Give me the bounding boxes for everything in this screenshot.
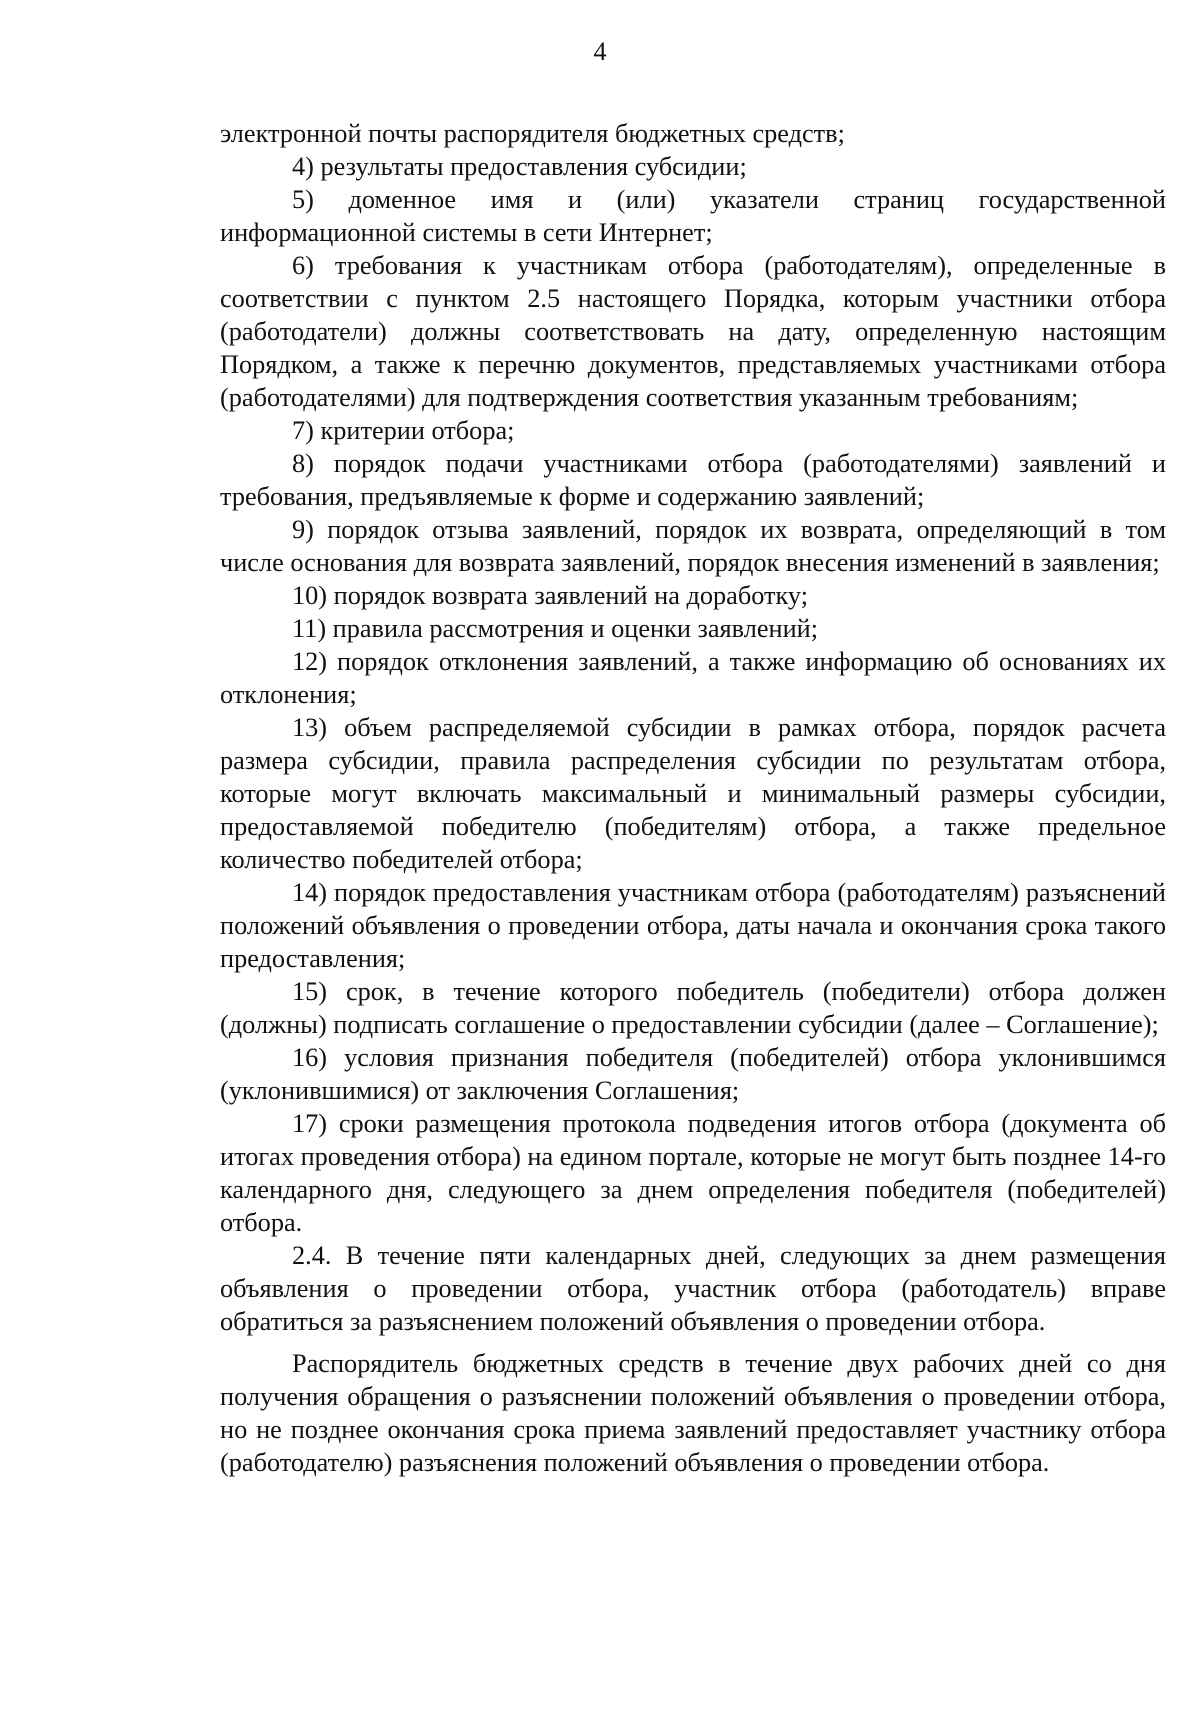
document-body [220,117,1166,1479]
paragraph-item-6: 6) требования к участникам отбора (работодателям), определенные в соответствии с пунктом 2.5 настоящего Порядка, которым участники отбора (работодатели) должны соответствовать на дату, определенную настоящим Порядком, а также к перечню документов, представляемых участниками отбора (работодателями) для подтверждения соответствия указанным требованиям; [220,251,1166,412]
paragraph-item-8: 8) порядок подачи участниками отбора (работодателями) заявлений и требования, предъявляемые к форме и содержанию заявлений; [220,449,1166,511]
paragraph-item-11: 11) правила рассмотрения и оценки заявлений; [292,614,819,643]
paragraph-continuation: электронной почты распорядителя бюджетных средств; [220,119,845,148]
paragraph-item-10: 10) порядок возврата заявлений на доработку; [292,581,809,610]
paragraph-item-16: 16) условия признания победителя (победителей) отбора уклонившимся (уклонившимися) от заключения Соглашения; [220,1043,1166,1105]
paragraph-item-4: 4) результаты предоставления субсидии; [292,152,747,181]
paragraph-item-13: 13) объем распределяемой субсидии в рамках отбора, порядок расчета размера субсидии, правила распределения субсидии по результатам отбора, которые могут включать максимальный и минимальный размеры субсидии, предоставляемой победителю (победителям) отбора, а также предельное количество победителей отбора; [220,713,1166,874]
paragraph-item-15: 15) срок, в течение которого победитель (победители) отбора должен (должны) подписать соглашение о предоставлении субсидии (далее – Соглашение); [220,977,1166,1039]
paragraph-clarification: Распорядитель бюджетных средств в течение двух рабочих дней со дня получения обращения о разъяснении положений объявления о проведении отбора, но не позднее окончания срока приема заявлений предоставляет участнику отбора (работодателю) разъяснения положений объявления о проведении отбора. [220,1349,1166,1477]
paragraph-section-2-4: 2.4. В течение пяти календарных дней, следующих за днем размещения объявления о проведении отбора, участник отбора (работодатель) вправе обратиться за разъяснением положений объявления о проведении отбора. [220,1241,1166,1336]
paragraph-item-9: 9) порядок отзыва заявлений, порядок их возврата, определяющий в том числе основания для возврата заявлений, порядок внесения изменений в заявления; [220,515,1166,577]
paragraph-item-5: 5) доменное имя и (или) указатели страниц государственной информационной системы в сети Интернет; [220,185,1166,247]
paragraph-item-7: 7) критерии отбора; [292,416,515,445]
paragraph-item-14: 14) порядок предоставления участникам отбора (работодателям) разъяснений положений объявления о проведении отбора, даты начала и окончания срока такого предоставления; [220,878,1166,973]
paragraph-item-17: 17) сроки размещения протокола подведения итогов отбора (документа об итогах проведения отбора) на едином портале, которые не могут быть позднее 14-го календарного дня, следующего за днем определения победителя (победителей) отбора. [220,1109,1166,1237]
paragraph-item-12: 12) порядок отклонения заявлений, а также информацию об основаниях их отклонения; [220,647,1166,709]
page-number: 4 [593,37,607,66]
